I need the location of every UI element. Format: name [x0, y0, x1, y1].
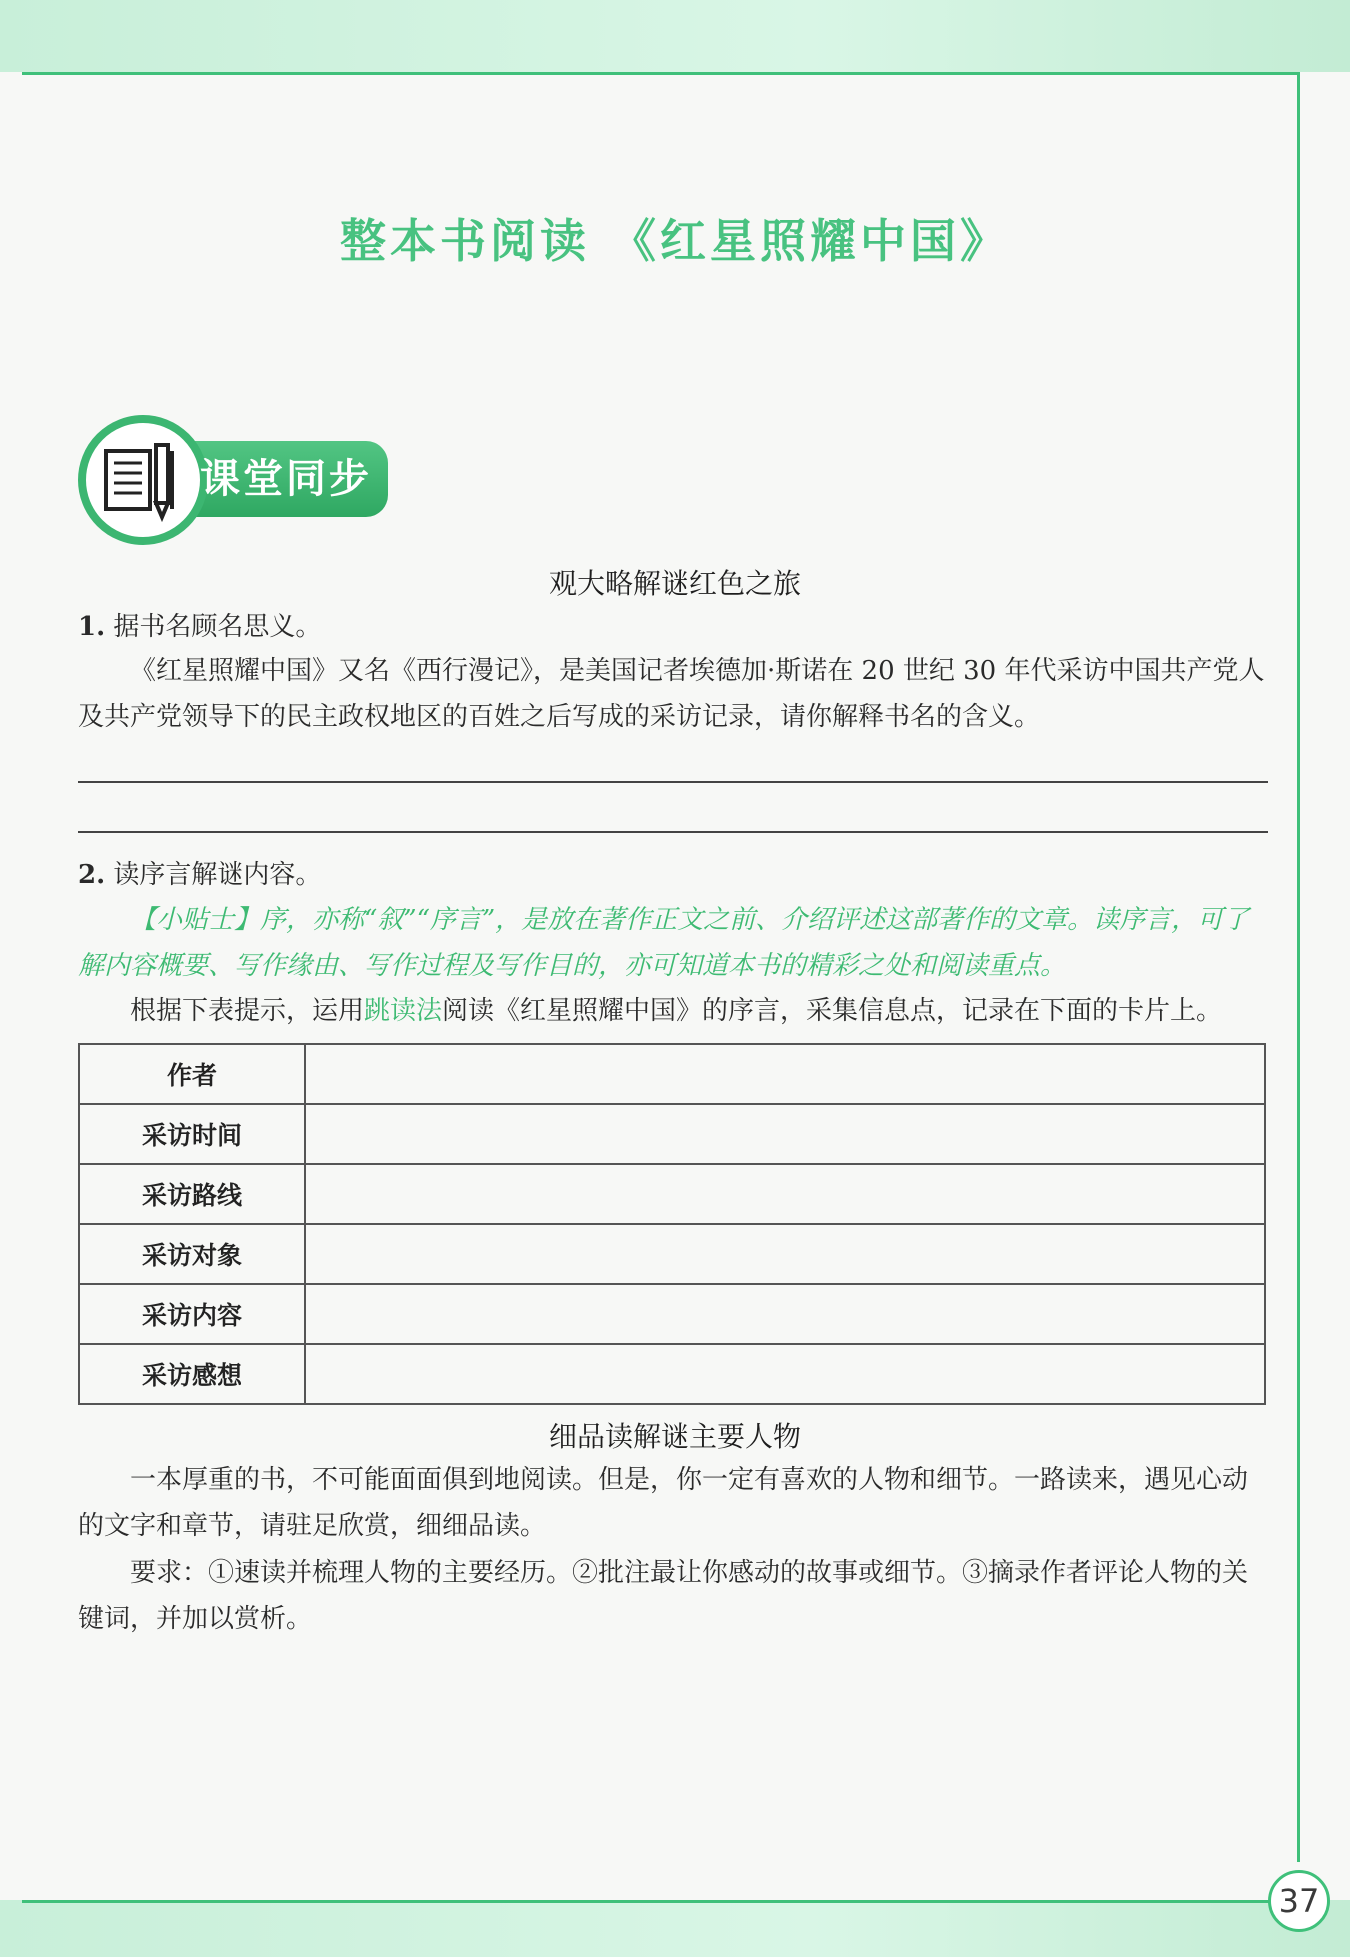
row-label: 采访路线: [79, 1164, 305, 1224]
page-number: 37: [1268, 1870, 1330, 1932]
tip-body: 序，亦称“叙”“序言”，是放在著作正文之前、介绍评述这部著作的文章。读序言，可了解内容概要、写作缘由、写作过程及写作目的，亦可知道本书的精彩之处和阅读重点。: [78, 905, 1250, 981]
table-row: [79, 1224, 1265, 1284]
instruction-highlight: 跳读法: [364, 996, 443, 1026]
row-answer-cell[interactable]: [305, 1104, 1265, 1164]
row-answer-cell[interactable]: [305, 1224, 1265, 1284]
top-border-line: [22, 72, 1298, 75]
top-decor-band: [0, 0, 1350, 72]
row-label: 采访感想: [79, 1344, 305, 1404]
tip-paragraph: [78, 897, 1268, 989]
row-label: 采访对象: [79, 1224, 305, 1284]
badge-icon-circle: [78, 415, 208, 545]
part2-paragraph-1: 一本厚重的书，不可能面面俱到地阅读。但是，你一定有喜欢的人物和细节。一路读来，遇见心动的文字和章节，请驻足欣赏，细细品读。: [78, 1465, 1249, 1541]
answer-line-2[interactable]: [78, 831, 1268, 833]
row-label: 采访时间: [79, 1104, 305, 1164]
table-row: [79, 1104, 1265, 1164]
instruction-before: 根据下表提示，运用: [130, 996, 365, 1026]
bottom-border-line: [22, 1900, 1272, 1903]
table-row: [79, 1284, 1265, 1344]
part1-heading: 观大略解谜红色之旅: [548, 567, 801, 600]
table-row: [79, 1044, 1265, 1104]
book-pencil-icon: [100, 437, 186, 523]
row-label: 作者: [79, 1044, 305, 1104]
part2-paragraph-2: 要求：①速读并梳理人物的主要经历。②批注最让你感动的故事或细节。③摘录作者评论人物的关键词，并加以赏析。: [78, 1558, 1249, 1634]
info-card-table: [78, 1043, 1266, 1405]
row-answer-cell[interactable]: [305, 1284, 1265, 1344]
question-2-title: [78, 852, 1268, 898]
question-2-title-text: 读序言解谜内容。: [113, 860, 322, 890]
question-1-title: [78, 604, 1268, 650]
page-title: 整本书阅读 《红星照耀中国》: [339, 214, 1010, 268]
badge-label: 课堂同步: [200, 456, 372, 502]
row-label: 采访内容: [79, 1284, 305, 1344]
question-1-number: 1.: [78, 612, 106, 642]
row-answer-cell[interactable]: [305, 1344, 1265, 1404]
tip-label: 【小贴士】: [130, 905, 261, 935]
right-border-line: [1297, 72, 1300, 1862]
table-row: [79, 1344, 1265, 1404]
row-answer-cell[interactable]: [305, 1164, 1265, 1224]
table-row: [79, 1164, 1265, 1224]
question-1-title-text: 据书名顾名思义。: [113, 612, 322, 642]
question-1-body: 《红星照耀中国》又名《西行漫记》，是美国记者埃德加·斯诺在 20 世纪 30 年代采访中国共产党人及共产党领导下的民主政权地区的百姓之后写成的采访记录，请你解释书名的含义。: [78, 656, 1265, 732]
instruction-after: 阅读《红星照耀中国》的序言，采集信息点，记录在下面的卡片上。: [442, 996, 1223, 1026]
section-badge: [78, 415, 398, 545]
answer-line-1[interactable]: [78, 781, 1268, 783]
question-2-number: 2.: [78, 860, 106, 890]
row-answer-cell[interactable]: [305, 1044, 1265, 1104]
part2-heading: 细品读解谜主要人物: [548, 1420, 801, 1453]
instruction-paragraph: [78, 988, 1268, 1034]
bottom-decor-band: [0, 1900, 1350, 1957]
